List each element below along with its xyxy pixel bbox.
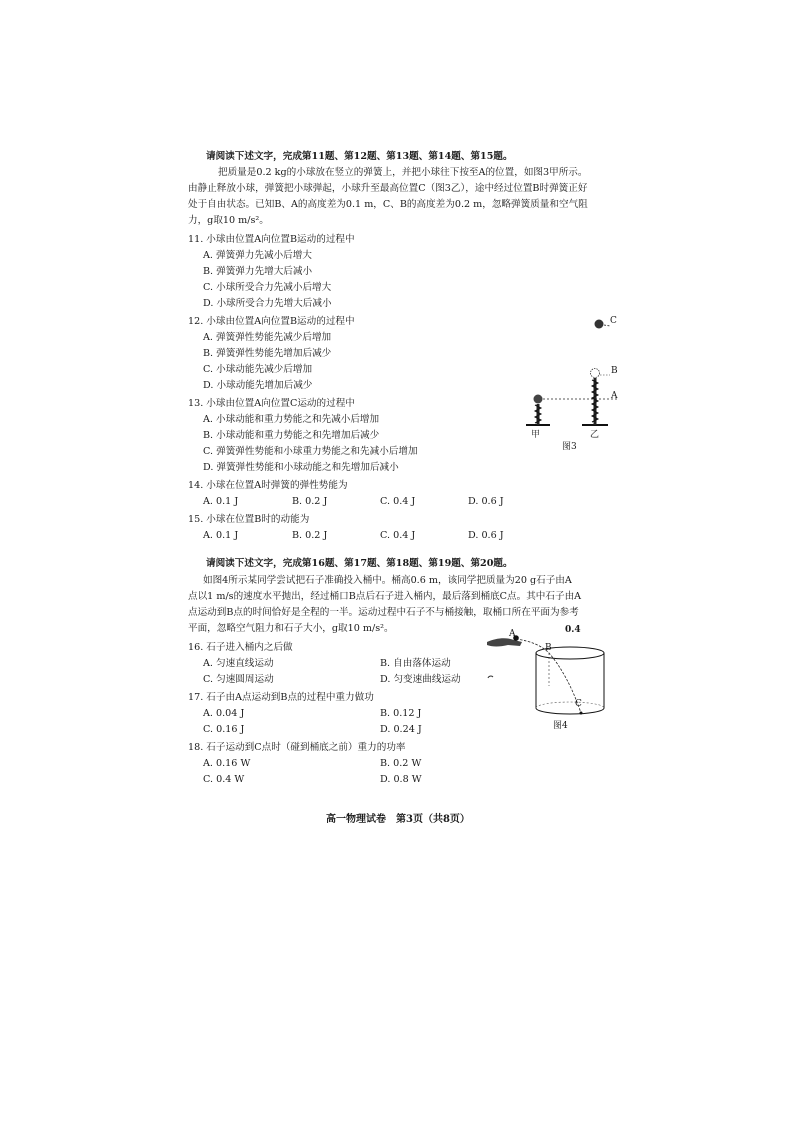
q12-option-a: A. 弹簧弹性势能先减少后增加 (203, 332, 332, 343)
section2-passage-line: 点以1 m/s的速度水平抛出，经过桶口B点后石子进入桶内，最后落到桶底C点。其中石子由A (188, 591, 582, 602)
section1-passage-line: 力，g取10 m/s²。 (188, 215, 269, 226)
q15-option-c: C. 0.4 J (380, 530, 416, 541)
fig3-label-jia: 甲 (531, 430, 541, 440)
q13-option-c: C. 弹簧弹性势能和小球重力势能之和先减小后增加 (203, 446, 418, 457)
fig3-label-c: C (610, 316, 617, 326)
q14-option-a: A. 0.1 J (203, 496, 239, 507)
q16-option-d: D. 匀变速曲线运动 (380, 674, 461, 685)
page-footer: 高一物理试卷 第3页（共8页） (326, 814, 470, 825)
q18-option-d: D. 0.8 W (380, 774, 422, 785)
section1-passage-line: 处于自由状态。已知B、A的高度差为0.1 m，C、B的高度差为0.2 m，忽略弹簧质量和空气阻 (188, 199, 588, 210)
fig3-label-yi: 乙 (590, 430, 600, 440)
q15-option-b: B. 0.2 J (292, 530, 328, 541)
fig4-label-b: B (545, 643, 552, 653)
q16-option-c: C. 匀速圆周运动 (203, 674, 274, 685)
question-16-stem: 16. 石子进入桶内之后做 (188, 642, 293, 653)
fig4-caption: 图4 (553, 721, 568, 731)
q14-option-d: D. 0.6 J (468, 496, 504, 507)
question-12-stem: 12. 小球由位置A向位置B运动的过程中 (188, 316, 355, 327)
q16-option-a: A. 匀速直线运动 (203, 658, 274, 669)
fig4-label-c: C (575, 699, 582, 709)
question-14-stem: 14. 小球在位置A时弹簧的弹性势能为 (188, 480, 348, 491)
section2-heading: 请阅读下述文字，完成第16题、第17题、第18题、第19题、第20题。 (206, 558, 513, 569)
q17-option-d: D. 0.24 J (380, 724, 422, 735)
q12-option-d: D. 小球动能先增加后减少 (203, 380, 313, 391)
q13-option-d: D. 弹簧弹性势能和小球动能之和先增加后减小 (203, 462, 399, 473)
q13-option-b: B. 小球动能和重力势能之和先增加后减少 (203, 430, 380, 441)
q18-option-a: A. 0.16 W (203, 758, 251, 769)
q18-option-b: B. 0.2 W (380, 758, 422, 769)
q14-option-c: C. 0.4 J (380, 496, 416, 507)
section1-passage-line: 把质量是0.2 kg的小球放在竖立的弹簧上，并把小球往下按至A的位置，如图3甲所示。 (218, 167, 588, 178)
fig3-label-a: A (611, 391, 618, 401)
q11-option-a: A. 弹簧弹力先减小后增大 (203, 250, 312, 261)
section2-passage-line: 平面，忽略空气阻力和石子大小，g取10 m/s²。 (188, 623, 394, 634)
fig4-corner-mark: 0.4 (565, 625, 581, 635)
q17-option-a: A. 0.04 J (203, 708, 245, 719)
q11-option-d: D. 小球所受合力先增大后减小 (203, 298, 332, 309)
q14-option-b: B. 0.2 J (292, 496, 328, 507)
q17-option-c: C. 0.16 J (203, 724, 245, 735)
fig3-label-b: B (611, 366, 618, 376)
q11-option-b: B. 弹簧弹力先增大后减小 (203, 266, 313, 277)
section1-passage-line: 由静止释放小球，弹簧把小球弹起，小球升至最高位置C（图3乙），途中经过位置B时弹簧正好 (188, 183, 588, 194)
question-18-stem: 18. 石子运动到C点时（碰到桶底之前）重力的功率 (188, 742, 406, 753)
q11-option-c: C. 小球所受合力先减小后增大 (203, 282, 332, 293)
section1-heading: 请阅读下述文字，完成第11题、第12题、第13题、第14题、第15题。 (206, 151, 513, 162)
question-11-stem: 11. 小球由位置A向位置B运动的过程中 (188, 234, 355, 245)
q15-option-a: A. 0.1 J (203, 530, 239, 541)
q12-option-c: C. 小球动能先减少后增加 (203, 364, 313, 375)
fig4-label-a: A (509, 629, 516, 639)
question-17-stem: 17. 石子由A点运动到B点的过程中重力做功 (188, 692, 374, 703)
q16-option-b: B. 自由落体运动 (380, 658, 451, 669)
q12-option-b: B. 弹簧弹性势能先增加后减少 (203, 348, 332, 359)
question-13-stem: 13. 小球由位置A向位置C运动的过程中 (188, 398, 355, 409)
fig3-caption: 图3 (562, 442, 577, 452)
section2-passage-line: 点运动到B点的时间恰好是全程的一半。运动过程中石子不与桶接触，取桶口所在平面为参考 (188, 607, 579, 618)
q13-option-a: A. 小球动能和重力势能之和先减小后增加 (203, 414, 380, 425)
section2-passage-line: 如图4所示某同学尝试把石子准确投入桶中。桶高0.6 m，该同学把质量为20 g石子由A (203, 575, 572, 586)
q15-option-d: D. 0.6 J (468, 530, 504, 541)
q18-option-c: C. 0.4 W (203, 774, 245, 785)
question-15-stem: 15. 小球在位置B时的动能为 (188, 514, 310, 525)
q17-option-b: B. 0.12 J (380, 708, 422, 719)
